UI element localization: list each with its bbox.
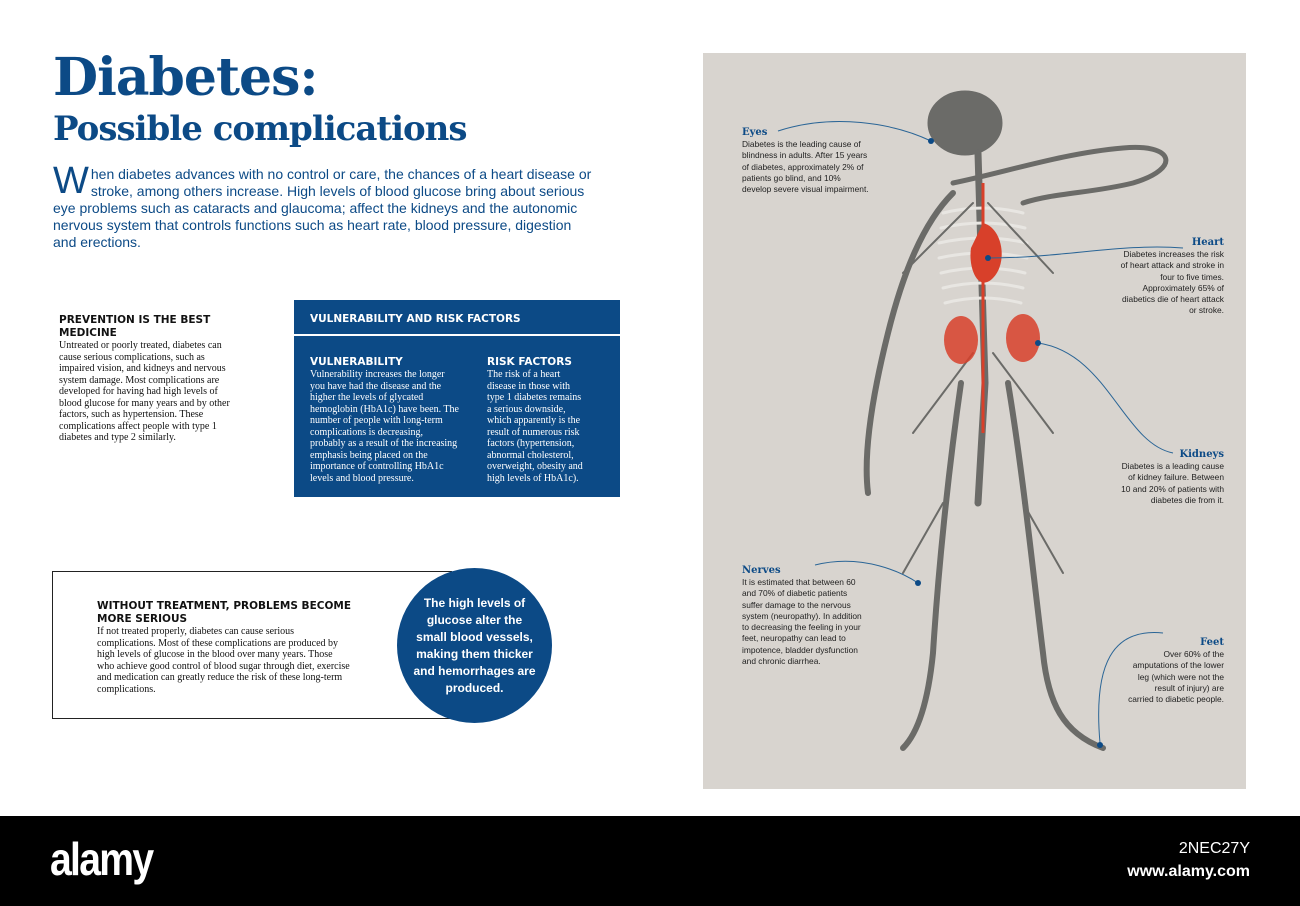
risk-box <box>294 300 620 497</box>
callout-heart <box>1116 237 1224 317</box>
vulnerability-column <box>310 356 460 484</box>
intro-text: hen diabetes advances with no control or care, the chances of a heart disease or stroke, among others increase. High levels of blood glucose bring about serious eye problems such as cataracts and glaucoma; affect the kidneys and the autonomic nervous system that controls functions such as heart rate, blood pressure, digestion and erections. <box>53 166 592 250</box>
prevention-text: Untreated or poorly treated, diabetes can cause serious complications, such as impaired vision, and kidneys and nervous system damage. Most complications are developed for having had high levels of blood glucose for many years and by other factors, such as hypertension. These complications affect people with type 1 diabetes and type 2 similarly. <box>59 340 230 443</box>
intro-paragraph <box>53 160 593 251</box>
treatment-text: If not treated properly, diabetes can cause serious complications. Most of these complications are produced by high levels of glucose in the blood over many years. Those who achieve good control of blood sugar through diet, exercise and medication can greatly reduce the risk of these long-term complications. <box>97 626 350 695</box>
callout-nerves-title: Nerves <box>742 565 781 576</box>
page-subtitle: Possible complications <box>53 109 467 149</box>
circle-text: The high levels of glucose alter the small blood vessels, making them thicker and hemorrhages are produced. <box>413 595 536 695</box>
page-title: Diabetes: <box>53 47 318 108</box>
callout-feet <box>1128 637 1224 705</box>
risk-factors-column <box>487 356 587 484</box>
treatment-box <box>52 571 452 719</box>
callout-heart-title: Heart <box>1191 237 1224 248</box>
glucose-callout-circle <box>397 568 552 723</box>
risk-box-heading: VULNERABILITY AND RISK FACTORS <box>294 300 620 336</box>
callout-eyes <box>742 127 872 195</box>
image-id: 2NEC27Y <box>1178 840 1250 857</box>
callout-kidneys-title: Kidneys <box>1179 449 1224 460</box>
vulnerability-text: Vulnerability increases the longer you have had the disease and the higher the levels of glycated hemoglobin (HbA1c) have been. The number of people with long-term complications is decreasing, probably as a result of the increasing emphasis being placed on the importance of controlling HbA1c levels and blood pressure. <box>310 369 459 484</box>
risk-factors-text: The risk of a heart disease in those with type 1 diabetes remains a serious downside, which apparently is the result of numerous risk factors (hypertension, abnormal cholesterol, overweight, obesity and high levels of HbA1c). <box>487 369 583 484</box>
callout-eyes-title: Eyes <box>742 127 768 138</box>
prevention-section <box>59 314 234 444</box>
callout-feet-text: Over 60% of the amputations of the lower leg (which were not the result of injury) are carried to diabetic people. <box>1128 649 1224 705</box>
treatment-heading: WITHOUT TREATMENT, PROBLEMS BECOME MORE SERIOUS <box>97 600 351 625</box>
callout-eyes-text: Diabetes is the leading cause of blindness in adults. After 15 years of diabetes, approximately 2% of patients go blind, and 10% develop severe visual impairment. <box>742 139 869 195</box>
callout-kidneys <box>1121 449 1224 506</box>
illustration-panel <box>703 53 1246 789</box>
footer-url[interactable]: www.alamy.com <box>1127 863 1250 880</box>
footer-bar <box>0 816 1300 906</box>
callout-nerves <box>742 565 867 667</box>
callout-kidneys-text: Diabetes is a leading cause of kidney failure. Between 10 and 20% of patients with diabetes die from it. <box>1121 461 1224 505</box>
callout-nerves-text: It is estimated that between 60 and 70% of diabetic patients suffer damage to the nervous system (neuropathy). In addition to decreasing the feeling in your feet, neuropathy can lead to impotence, bladder dysfunction and chronic diarrhea. <box>742 577 862 667</box>
risk-factors-heading: RISK FACTORS <box>487 356 572 368</box>
callout-feet-title: Feet <box>1200 637 1224 648</box>
prevention-heading: PREVENTION IS THE BEST MEDICINE <box>59 314 211 339</box>
drop-cap: W <box>53 160 89 202</box>
callout-heart-text: Diabetes increases the risk of heart attack and stroke in four to five times. Approximately 65% of diabetics die of heart attack or stroke. <box>1120 249 1224 316</box>
vulnerability-heading: VULNERABILITY <box>310 356 403 368</box>
alamy-logo: alamy <box>50 833 153 885</box>
